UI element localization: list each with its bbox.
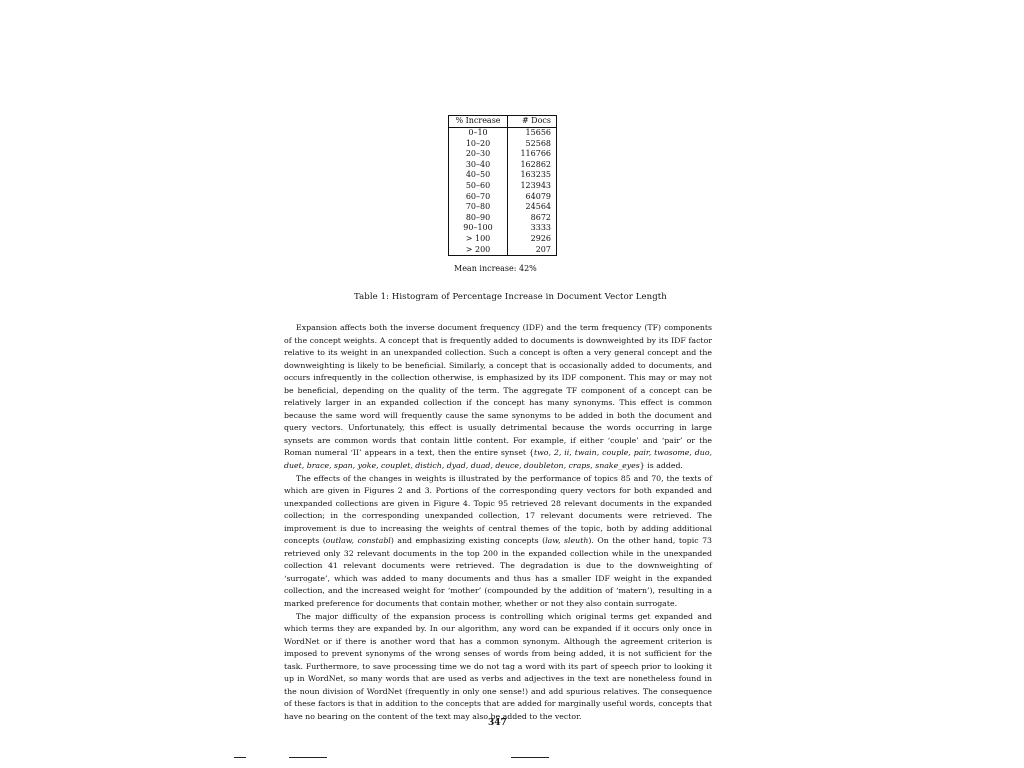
header-percent-increase: % Increase	[449, 116, 508, 128]
scan-artifact-line	[234, 757, 246, 758]
table-header-row	[449, 116, 557, 128]
page-number: 347	[488, 718, 507, 728]
range-cell: 90–100	[449, 223, 508, 234]
header-num-docs: # Docs	[508, 116, 557, 128]
docs-cell: 24564	[525, 202, 551, 212]
range-cell: 10–20	[449, 139, 508, 150]
mean-increase-note: Mean increase: 42%	[454, 264, 537, 273]
table-row	[449, 181, 557, 192]
text-segment: Expansion affects both the inverse document frequency (IDF) and the term frequency (TF) components of the concept weights. A concept that is frequently added to documents is downweighted by its IDF factor relative to its weight in an unexpanded collection. Such a concept is often a very general concept and the downweighting is likely to be beneficial. Similarly, a concept that is occasionally added to documents, and occurs infrequently in the collection otherwise, is emphasized by its IDF component. This may or may not be beneficial, depending on the quality of the term. The aggregate TF component of a concept can be relatively larger in an expanded collection if the concept has many synonyms. This effect is common because the same word will frequently cause the same synonyms to be added in both the document and query vectors. Unfortunately, this effect is usually detrimental because the words occurring in large synsets are common words that contain little content. For example, if either ‘couple’ and ‘pair’ or the Roman numeral ‘II’ appears in a text, then the entire synset {	[284, 323, 712, 458]
range-cell: 0–10	[449, 128, 508, 139]
table-row	[449, 245, 557, 256]
range-cell: > 100	[449, 234, 508, 245]
table-row	[449, 149, 557, 160]
scan-artifact-line	[511, 757, 549, 758]
histogram-table	[448, 115, 557, 256]
italic-text: law, sleuth	[545, 536, 589, 546]
table-row	[449, 202, 557, 213]
text-segment: ) and emphasizing existing concepts (	[390, 536, 546, 546]
text-segment: The effects of the changes in weights is illustrated by the performance of topics 85 and 70, the texts of which are given in Figures 2 and 3. Portions of the corresponding query vectors for both expanded and unexpanded collections are given in Figure 4. Topic 95 retrieved 28 relevant documents in the expanded collection; in the corresponding unexpanded collection, 17 relevant documents were retrieved. The improvement is due to increasing the weights of central themes of the topic, both by adding additional concepts (	[284, 473, 712, 546]
docs-cell: 162862	[520, 159, 551, 169]
range-cell: 60–70	[449, 192, 508, 203]
docs-cell: 2926	[530, 233, 551, 243]
range-cell: 80–90	[449, 213, 508, 224]
table-row	[449, 139, 557, 150]
docs-cell: 15656	[525, 128, 551, 137]
docs-cell: 207	[535, 244, 551, 254]
body-text	[284, 322, 712, 724]
range-cell: 20–30	[449, 149, 508, 160]
table-row	[449, 160, 557, 171]
docs-cell: 116766	[520, 149, 551, 159]
paragraph-weight-changes	[284, 473, 712, 611]
italic-text: two, 2, ii, twain, couple, pair, twosome, duo, duet, brace, span, yoke, couplet, distich, dyad, duad, deuce, doubleton, craps, snake_eyes	[284, 448, 712, 471]
docs-cell: 64079	[525, 191, 551, 201]
range-cell: 50–60	[449, 181, 508, 192]
table-row	[449, 213, 557, 224]
paragraph-expansion-effects	[284, 322, 712, 473]
table-row	[449, 170, 557, 181]
docs-cell: 123943	[520, 180, 551, 190]
range-cell: 30–40	[449, 160, 508, 171]
table-row	[449, 234, 557, 245]
table-row	[449, 192, 557, 203]
table-row	[449, 128, 557, 139]
scan-artifact-line	[289, 757, 327, 758]
docs-cell: 3333	[530, 223, 551, 233]
paragraph-major-difficulty	[284, 611, 712, 724]
table-row	[449, 223, 557, 234]
range-cell: > 200	[449, 245, 508, 256]
text-segment: The major difficulty of the expansion process is controlling which original terms get expanded and which terms they are expanded by. In our algorithm, any word can be expanded if it occurs only once in WordNet or if there is another word that has a common synonym. Although the agreement criterion is imposed to prevent synonyms of the wrong senses of words from being added, it is not sufficient for the task. Furthermore, to save processing time we do not tag a word with its part of speech prior to looking it up in WordNet, so many words that are used as verbs and adjectives in the text are nonetheless found in the noun division of WordNet (frequently in only one sense!) and add spurious relatives. The consequence of these factors is that in addition to the concepts that are added for marginally useful words, concepts that have no bearing on the content of the text may also be added to the vector.	[284, 611, 712, 721]
docs-cell: 8672	[530, 212, 551, 222]
docs-cell: 163235	[520, 170, 551, 180]
text-segment: ). On the other hand, topic 73 retrieved only 32 relevant documents in the top 200 in the expanded collection while in the unexpanded collection 41 relevant documents were retrieved. The degradation is due to the downweighting of ‘surrogate’, which was added to many documents and thus has a smaller IDF weight in the expanded collection, and the increased weight for ‘mother’ (compounded by the addition of ‘matern’), resulting in a marked preference for documents that contain mother, whether or not they also contain surrogate.	[284, 536, 713, 609]
text-segment: } is added.	[639, 461, 683, 471]
table-body	[449, 128, 557, 256]
range-cell: 40–50	[449, 170, 508, 181]
docs-cell: 52568	[525, 138, 551, 148]
table-caption: Table 1: Histogram of Percentage Increase in Document Vector Length	[354, 292, 667, 302]
range-cell: 70–80	[449, 202, 508, 213]
italic-text: outlaw, constabl	[325, 536, 391, 546]
